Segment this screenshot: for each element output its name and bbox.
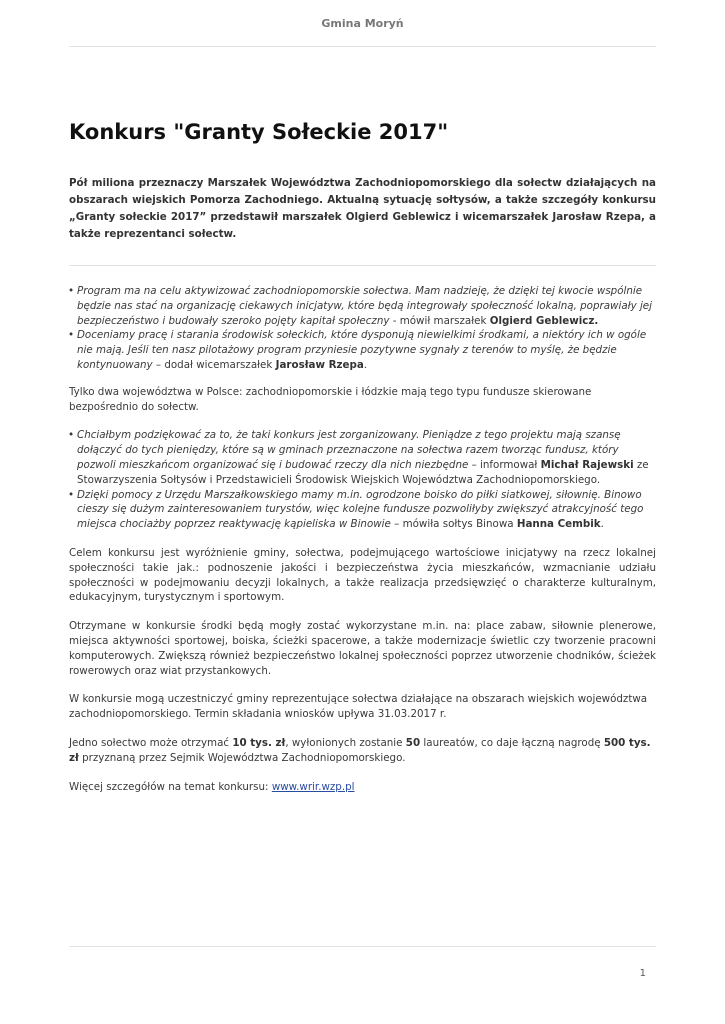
article-lead: Pół miliona przeznaczy Marszałek Województwa Zachodniopomorskiego dla sołectw działających na obszarach wiejskich Pomorza Zachodniego. Aktualną sytuację sołtysów, a także szczegóły konkursu „Granty sołeckie 2017” przedstawił marszałek Olgierd Geblewicz i wicemarszałek Jarosław Rzepa, a także reprezentanci sołectw. (69, 177, 656, 240)
quote-speaker: Olgierd Geblewicz. (489, 314, 599, 327)
winners-count: 50 (405, 736, 421, 749)
quote-attribution: – informował (468, 458, 541, 471)
site-name: Gmina Moryń (321, 17, 404, 30)
list-item (69, 488, 656, 532)
paragraph-eligibility: W konkursie mogą uczestniczyć gminy reprezentujące sołectwa działające na obszarach wiejskich województwa zachodniopomorskiego. Termin składania wniosków upływa 31.03.2017 r. (69, 693, 648, 721)
total-prize: 500 tys. zł (69, 736, 651, 764)
quote-list-1 (69, 284, 656, 373)
quote-attribution: – dodał wicemarszałek (152, 358, 276, 371)
quote-list-2 (69, 428, 656, 532)
prize-text: laureatów, co daje łączną nagrodę (420, 736, 604, 749)
paragraph-regions: Tylko dwa województwa w Polsce: zachodniopomorskie i łódzkie mają tego typu fundusze skierowane bezpośrednio do sołectw. (69, 385, 592, 413)
quote-text: Doceniamy pracę i starania środowisk sołeckich, które dysponują niewielkimi środkami, a niektóry ich w ogóle nie mają. Jeśli ten nasz pilotażowy program przyniesie pozytywne sygnały z terenów to myślę, że będzie kontynuowany (77, 329, 647, 371)
quote-tail: ze Stowarzyszenia Sołtysów i Przedstawicieli Środowisk Wiejskich Województwa Zachodniopomorskiego. (77, 458, 649, 486)
quote-attribution: mówił marszałek (396, 314, 490, 327)
paragraph-goal: Celem konkursu jest wyróżnienie gminy, sołectwa, podejmującego wartościowe inicjatywy na rzecz lokalnej społeczności takie jak.: podnoszenie jakości i bezpieczeństwa życia mieszkańców, wzmacnianie udziału społeczności w podejmowaniu decyzji lokalnych, a także realizacja przedsięwzięć o charakterze kulturalnym, edukacyjnym, turystycznym i sportowym. (69, 546, 656, 604)
contest-website-link[interactable]: www.wrir.wzp.pl (271, 780, 355, 793)
list-item (69, 428, 656, 487)
document-page (69, 0, 656, 1024)
quote-speaker: Michał Rajewski (540, 458, 634, 471)
quote-speaker: Hanna Cembik (516, 518, 601, 531)
paragraph-more-info (69, 780, 656, 795)
paragraph-funds: Otrzymane w konkursie środki będą mogły zostać wykorzystane m.in. na: place zabaw, siłownie plenerowe, miejsca aktywności sportowej, boiska, ścieżki spacerowe, a także modernizacje świetlic czy tworzenie pracowni komputerowych. Zwiększą również bezpieczeństwo lokalnej społeczności poprzez utworzenie chodników, ścieżek rowerowych oraz wiat przystankowych. (69, 620, 656, 677)
prize-text: Jedno sołectwo może otrzymać (69, 736, 233, 749)
quote-tail: . (363, 358, 368, 371)
paragraph-prize (69, 736, 656, 766)
quote-text: Dzięki pomocy z Urzędu Marszałkowskiego mamy m.in. ogrodzone boisko do piłki siatkowej, siłownię. Binowo cieszy się dużym zainteresowaniem turystów, więc kolejne fundusze pozwoliłyby zwiększyć atrakcyjność tego miejsca chociażby poprzez reaktywację kąpieliska w Binowie (77, 488, 644, 531)
quote-speaker: Jarosław Rzepa (275, 358, 364, 371)
quote-text: Program ma na celu aktywizować zachodniopomorskie sołectwa. Mam nadzieję, że dzięki tej kwocie wspólnie będzie nas stać na organizację ciekawych inicjatyw, które będą integrowały społeczność lokalną, poprawiały jej bezpieczeństwo i budowały szeroko pojęty kapitał społeczny - (77, 285, 653, 327)
list-item (69, 328, 656, 372)
list-item (69, 284, 656, 328)
prize-amount: 10 tys. zł (232, 736, 286, 749)
footer-divider (69, 946, 656, 947)
page-title: Konkurs "Granty Sołeckie 2017" (69, 120, 449, 144)
lead-divider (69, 265, 656, 266)
more-info-text: Więcej szczegółów na temat konkursu: (69, 780, 272, 793)
quote-attribution: – mówiła sołtys Binowa (390, 518, 517, 531)
page-number: 1 (639, 968, 646, 979)
quote-tail: . (600, 518, 604, 531)
prize-text: przyznaną przez Sejmik Województwa Zachodniopomorskiego. (78, 751, 406, 764)
header-divider (69, 46, 656, 47)
article-body (69, 284, 656, 808)
prize-text: , wyłonionych zostanie (285, 736, 406, 749)
quote-text: Chciałbym podziękować za to, że taki konkurs jest zorganizowany. Pieniądze z tego projektu mają szansę dołączyć do tych pieniędzy, które są w gminach przeznaczone na sołectwa razem tworząc fundusz, który pozwoli mieszkańcom organizować się i budować rzeczy dla nich niezbędne (77, 429, 621, 471)
